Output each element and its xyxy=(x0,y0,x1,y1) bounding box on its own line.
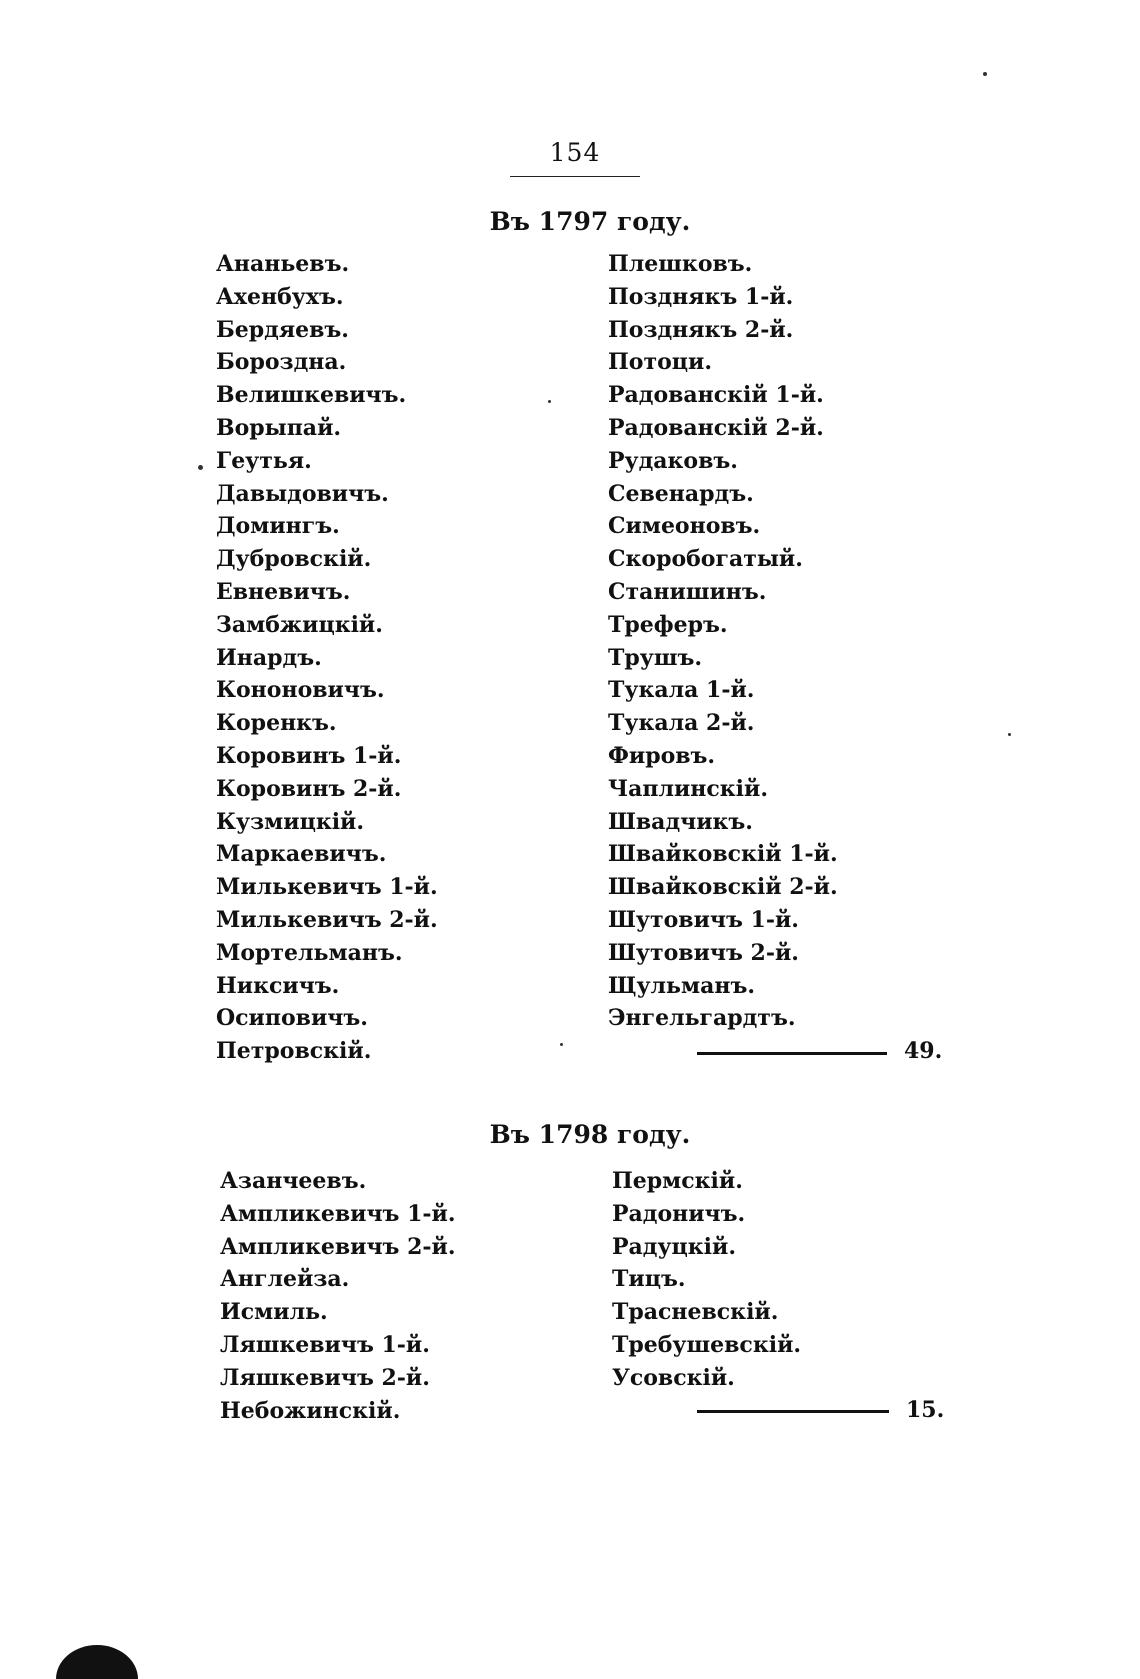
list-item: Швайковскій 1-й. xyxy=(608,841,838,868)
total-count-1798: 15. xyxy=(906,1397,945,1423)
list-item: Мортельманъ. xyxy=(216,939,403,966)
list-item: Дубровскій. xyxy=(216,546,372,573)
list-item: Ляшкевичъ 1-й. xyxy=(220,1331,430,1358)
page-number: 154 xyxy=(549,138,601,167)
ink-blot xyxy=(56,1645,138,1679)
list-item: Позднякъ 2-й. xyxy=(608,316,794,343)
list-item: Станишинъ. xyxy=(608,578,767,605)
list-item: Инардъ. xyxy=(216,644,322,671)
list-item: Пермскій. xyxy=(612,1168,743,1194)
list-item: Ампликевичъ 1-й. xyxy=(220,1200,456,1227)
list-item: Ампликевичъ 2-й. xyxy=(220,1233,456,1260)
list-item: Осиповичъ. xyxy=(216,1005,368,1032)
list-item: Небожинскій. xyxy=(220,1397,401,1424)
list-item: Швайковскій 2-й. xyxy=(608,874,838,901)
list-item: Усовскій. xyxy=(612,1364,735,1391)
list-item: Домингъ. xyxy=(216,513,340,540)
list-item: Бердяевъ. xyxy=(216,316,349,343)
list-item: Петровскій. xyxy=(216,1038,372,1065)
section-heading-1798: Въ 1798 году. xyxy=(489,1120,691,1149)
list-item: Фировъ. xyxy=(608,742,716,769)
list-item: Трасневскій. xyxy=(612,1299,779,1326)
name-list-1797-left xyxy=(216,248,438,1068)
list-item: Англейза. xyxy=(220,1266,350,1293)
list-item: Замбжицкій. xyxy=(216,611,383,638)
page-number-rule xyxy=(510,176,640,177)
list-item: Милькевичъ 1-й. xyxy=(216,874,438,901)
list-item: Требушевскій. xyxy=(612,1331,802,1358)
list-item: Кононовичъ. xyxy=(216,677,385,704)
name-list-1798-right xyxy=(612,1165,801,1395)
list-item: Никсичъ. xyxy=(216,972,340,999)
list-item: Радоничъ. xyxy=(612,1200,746,1227)
list-item: Ляшкевичъ 2-й. xyxy=(220,1364,430,1391)
list-item: Маркаевичъ. xyxy=(216,841,387,868)
list-item: Тукала 2-й. xyxy=(608,710,755,737)
list-item: Радуцкій. xyxy=(612,1233,737,1260)
scan-speck xyxy=(548,400,551,403)
list-item: Борозднa. xyxy=(216,349,347,376)
list-item: Исмиль. xyxy=(220,1299,328,1326)
list-item: Радованскій 2-й. xyxy=(608,414,824,441)
list-item: Ананьевъ. xyxy=(216,251,350,277)
list-item: Трушъ. xyxy=(608,644,703,671)
section-heading-1797: Въ 1797 году. xyxy=(489,207,691,236)
list-item: Энгельгардтъ. xyxy=(608,1005,796,1032)
list-item: Симеоновъ. xyxy=(608,513,761,540)
list-item: Азанчеевъ. xyxy=(220,1168,367,1194)
list-item: Геутья. xyxy=(216,447,312,474)
list-item: Евневичъ. xyxy=(216,578,351,605)
list-item: Рудаковъ. xyxy=(608,447,738,474)
list-item: Тукала 1-й. xyxy=(608,677,755,704)
total-rule-1798 xyxy=(697,1410,889,1413)
list-item: Тицъ. xyxy=(612,1266,686,1293)
list-item: Чаплинскій. xyxy=(608,775,768,802)
scan-speck xyxy=(1008,733,1011,736)
list-item: Велишкевичъ. xyxy=(216,382,407,409)
list-item: Ворыпай. xyxy=(216,414,342,441)
list-item: Треферъ. xyxy=(608,611,728,638)
list-item: Милькевичъ 2-й. xyxy=(216,906,438,933)
list-item: Давыдовичъ. xyxy=(216,480,389,507)
list-item: Шутовичъ 2-й. xyxy=(608,939,799,966)
scan-speck xyxy=(198,465,203,470)
list-item: Позднякъ 1-й. xyxy=(608,283,794,310)
list-item: Коренкъ. xyxy=(216,710,337,737)
list-item: Коровинъ 1-й. xyxy=(216,742,402,769)
total-count-1797: 49. xyxy=(904,1038,943,1064)
list-item: Шутовичъ 1-й. xyxy=(608,906,799,933)
scan-speck xyxy=(983,72,987,76)
list-item: Скоробогатый. xyxy=(608,546,803,573)
list-item: Ахенбухъ. xyxy=(216,283,344,310)
list-item: Кузмицкій. xyxy=(216,808,365,835)
list-item: Коровинъ 2-й. xyxy=(216,775,402,802)
list-item: Швадчикъ. xyxy=(608,808,753,835)
scan-speck xyxy=(560,1043,563,1046)
name-list-1798-left xyxy=(220,1165,456,1427)
name-list-1797-right xyxy=(608,248,838,1035)
list-item: Щульманъ. xyxy=(608,972,755,999)
total-rule-1797 xyxy=(697,1052,887,1055)
list-item: Потоци. xyxy=(608,349,712,376)
list-item: Радованскій 1-й. xyxy=(608,382,824,409)
list-item: Плешковъ. xyxy=(608,251,753,277)
list-item: Севенардъ. xyxy=(608,480,754,507)
